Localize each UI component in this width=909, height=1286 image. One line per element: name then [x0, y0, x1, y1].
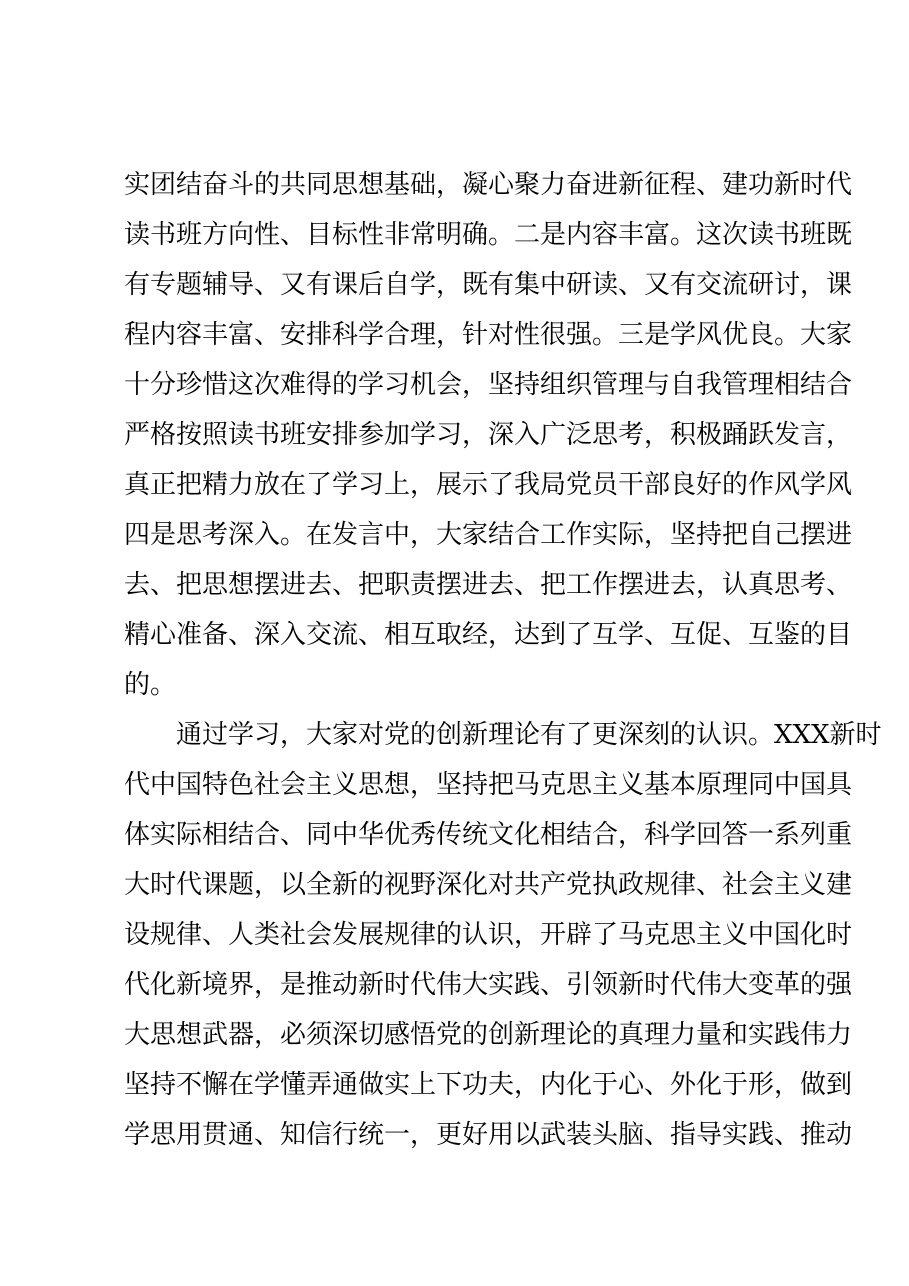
- paragraph-1-line-6: 严格按照读书班安排参加学习，深入广泛思考，积极踊跃发言，: [124, 420, 853, 450]
- paragraph-2-line-2: 代中国特色社会主义思想，坚持把马克思主义基本原理同中国具: [124, 770, 853, 800]
- paragraph-2-line-9: 学思用贯通、知信行统一，更好用以武装头脑、指导实践、推动: [124, 1120, 853, 1150]
- paragraph-1-line-4: 程内容丰富、安排科学合理，针对性很强。三是学风优良。大家: [124, 320, 853, 350]
- paragraph-2-line-1: 通过学习，大家对党的创新理论有了更深刻的认识。XXX新时: [176, 720, 882, 750]
- paragraph-2-line-7: 大思想武器，必须深切感悟党的创新理论的真理力量和实践伟力: [124, 1020, 853, 1050]
- paragraph-2-line-8: 坚持不懈在学懂弄通做实上下功夫，内化于心、外化于形，做到: [124, 1070, 853, 1100]
- paragraph-2-line-6: 代化新境界，是推动新时代伟大实践、引领新时代伟大变革的强: [124, 970, 853, 1000]
- paragraph-1-line-9: 去、把思想摆进去、把职责摆进去、把工作摆进去，认真思考、: [124, 570, 853, 600]
- paragraph-1-line-5: 十分珍惜这次难得的学习机会，坚持组织管理与自我管理相结合: [124, 370, 853, 400]
- paragraph-2-line-4: 大时代课题，以全新的视野深化对共产党执政规律、社会主义建: [124, 870, 853, 900]
- paragraph-1-line-11: 的。: [124, 670, 177, 700]
- paragraph-1-line-1: 实团结奋斗的共同思想基础，凝心聚力奋进新征程、建功新时代: [124, 170, 853, 200]
- paragraph-2-line-5: 设规律、人类社会发展规律的认识，开辟了马克思主义中国化时: [124, 920, 853, 950]
- paragraph-2-line-3: 体实际相结合、同中华优秀传统文化相结合，科学回答一系列重: [124, 820, 853, 850]
- body-text: [124, 160, 882, 1160]
- paragraph-1-line-8: 四是思考深入。在发言中，大家结合工作实际，坚持把自己摆进: [124, 520, 853, 550]
- paragraph-1-line-7: 真正把精力放在了学习上，展示了我局党员干部良好的作风学风: [124, 470, 853, 500]
- paragraph-1-line-10: 精心准备、深入交流、相互取经，达到了互学、互促、互鉴的目: [124, 620, 853, 650]
- paragraph-1-line-2: 读书班方向性、目标性非常明确。二是内容丰富。这次读书班既: [124, 220, 853, 250]
- paragraph-1-line-3: 有专题辅导、又有课后自学，既有集中研读、又有交流研讨，课: [124, 270, 853, 300]
